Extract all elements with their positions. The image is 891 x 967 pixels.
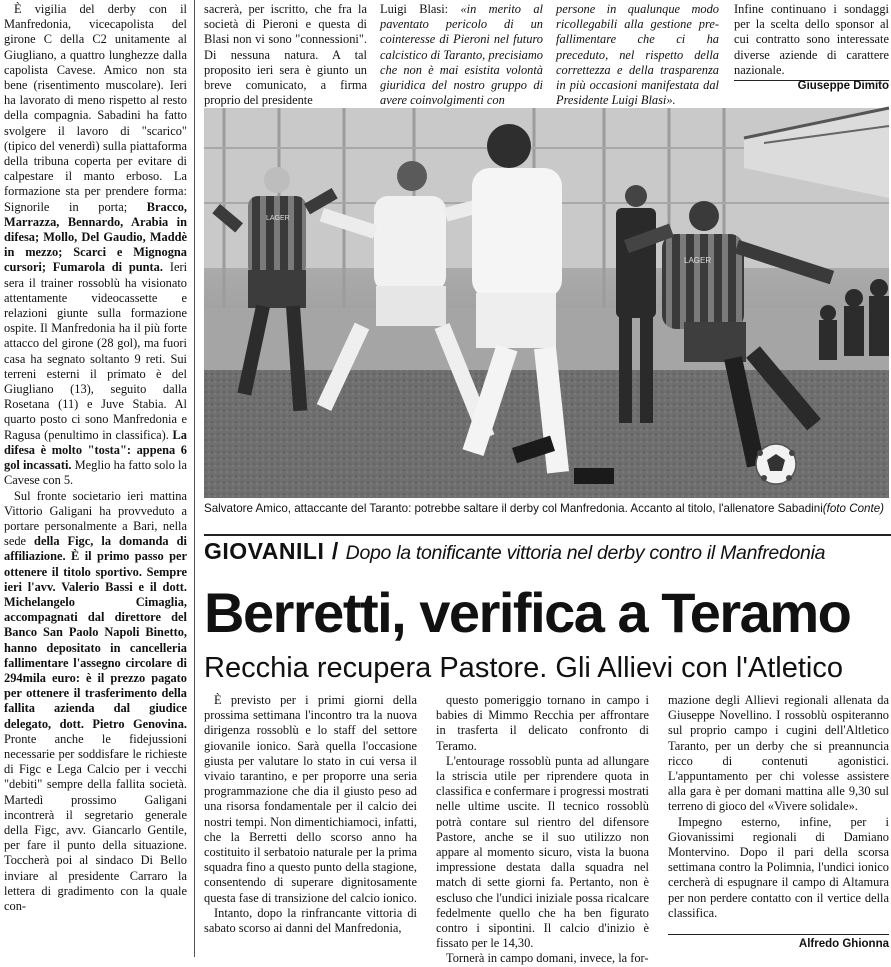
article-paragraph: Intanto, dopo la rinfrancante vittoria di sabato scorso ai danni del Manfredonia, [204,905,417,936]
article-column-1 [204,693,417,955]
photo-caption [204,502,891,522]
text-run: Meglio ha fatto solo la Cavese con 5. [4,458,188,488]
jersey-sponsor-right: LAGER [684,256,712,265]
left-column-divider [194,0,195,957]
quote-run: «in merito al paventato pericolo di un cointeresse di Pieroni nel futuro calcistico di Taranto, precisiamo che non è mai esistita volontà giuridica del nostro gruppo di avere coinvolgimenti con [380,2,543,108]
top-column-4 [734,2,889,78]
spectators [819,279,889,360]
text-run: Ieri sera il trainer rossoblù ha visionato attentamente videocassette e relazioni giunte sulla formazione ospite. Il Manfredonia ha il più forte attacco del girone (28 gol), ma fuori casa ha segnato soltanto 9 reti. Sui terreni esterni il primato è del Giugliano (13), seguito dalla Rosetana (11) e Juve Stabia. Al quarto posto ci sono Manfredonia e Ragusa (penultimo in classifica). [4,260,188,442]
article-paragraph: questo pomeriggio tornano in campo i babies di Mimmo Recchia per affrontare in trasferta il delicato confronto di Teramo. [436,693,649,753]
article-paragraph: È previsto per i primi giorni della prossima settimana l'incontro tra la nuova dirigenza rossoblù e lo staff del settore giovanile ionico. Sarà quella l'occasione giusta per valutare lo stato in cui versa il vivaio tarantino, e per proporre una seria programmazione che dia il giusto peso ad una risorsa fondamentale per il calcio dei nostri tempi. Non dimentichiamoci, infatti, che la Berretti dello scorso anno ha costituito il serbatoio naturale per la prima squadra fino a questo punto della stagione, consentendo di superare dignitosamente questa fase di transizione del calcio ionico. [204,693,417,905]
top-column-3 [556,2,719,108]
bold-run: La difesa è molto "tosta": appena 6 gol incassati. [4,427,187,473]
left-paragraph [4,2,187,489]
top-column-2 [380,2,543,108]
text-run: Infine continuano i sondaggi per la scelta dello sponsor al cui contratto sono interessate diverse aziende di carattere nazionale. [734,2,889,77]
article-byline: Alfredo Ghionna [798,938,889,950]
bold-run: della Figc, la domanda di affiliazione. È il primo passo per ottenere il titolo sportivo. Sempre ieri l'avv. Valerio Bassi e il dott. Michelangelo Cimaglia, accompagnati dal direttore del Banco San Paolo Napoli Binetto, hanno depositato in cancelleria fallimentare l'assegno circolare di 294mila euro: è il prezzo pagato per ottenere il trasferimento della fallita azienda dal giudice delegato, dott. Pietro Genovina. [4,534,187,731]
text-run: Luigi Blasi: [380,2,461,16]
article-paragraph: Tornerà in campo domani, invece, la for- [446,951,649,966]
text-run: È vigilia del derby con il Manfredonia, vicecapolista del girone C della C2 unitamente al Giugliano, a quattro lunghezze dalla capolista Cavese. Amico non sta bene (risentimento muscolare). Ieri ha lavorato di meno rispetto al resto della compagnia. Sabadini ha fatto svolgere il lavoro di "scarico" (tipico del venerdì) sulla piattaforma della tribuna coperta per evitare di calpestare il manto erboso. La formazione sta per prendere forma: Signorile in porta; [4,2,187,214]
text-run: Sul fronte societario ieri mattina Vittorio Galigani ha provveduto a portare personalmente a Bari, nella sede [4,488,187,549]
article-column-2 [436,693,649,966]
text-run: sacrerà, per iscritto, che fra la società di Pieroni e questa di Blasi non vi sono "connessioni". Di nessuna natura. A tal proposito ieri sera è giunto un breve comunicato, a firma proprio del presidente [204,2,367,108]
left-paragraph [4,489,187,915]
article-paragraph: mazione degli Allievi regionali allenata da Giuseppe Novellino. I rossoblù ospiteranno sul proprio campo i cugini dell'Altletico Taranto, per un derby che si preannuncia ricco di contenuti agonistici. L'appuntamento per chi volesse assistere alla gara è per domani mattina alle 9,30 sul terreno di gioco del «Vivere solidale». [668,693,889,814]
photo-credit: (foto Conte) [822,502,884,515]
section-label: GIOVANILI [204,538,325,564]
match-photo-illustration [204,108,889,498]
kicker-top-rule [204,534,891,536]
article-paragraph: L'entourage rossoblù punta ad allungare la striscia utile per riprendere quota in classifica e confermare i progressi mostrati nelle ultime uscite. Il tecnico rossoblù potrà contare sul rientro del difensore Pastore, anche se il suo utilizzo non appare al momento sicuro, vista la buona impressione destata dalla squadra nel match di sette giorni fa. Pertanto, non è escluso che l'undici iniziale possa ricalcare fedelmente quello che ha ben figurato contro i sipontini. Il calcio d'inizio è fissato per le 14,30. [436,753,649,951]
article-kicker [204,538,891,572]
article-subheadline: Recchia recupera Pastore. Gli Allievi con l'Atletico [204,652,843,684]
article-byline-rule [668,934,889,935]
left-column-article [4,2,187,947]
match-photo [204,108,889,498]
kicker-text: Dopo la tonificante vittoria nel derby contro il Manfredonia [345,542,826,564]
top-byline: Giuseppe Dimito [797,80,889,92]
football [756,444,796,484]
text-run: Pronte anche le fidejussioni necessarie per soddisfare le richieste di Figc e Lega Calcio per i vecchi "debiti" sempre della fallita società. Martedì prossimo Galigani incontrerà il segretario generale della Figc, avv. Giancarlo Gentile, per fare il punto della situazione. Toccherà poi al sindaco Di Bello inviare al presidente Carraro la lettera di gradimento con la quale con- [4,731,187,913]
photo-caption-text: Salvatore Amico, attaccante del Taranto: potrebbe saltare il derby col Manfredonia. Accanto al titolo, l'allenatore Sabadini [204,502,823,515]
kicker-separator: / [331,538,339,564]
article-paragraph: Impegno esterno, infine, per i Giovanissimi regionali di Damiano Montervino. Dopo il pari della scorsa settimana contro la Polimnia, l'undici ionico cercherà di espugnare il campo di Altamura per non perdere contatto con il vertice della classifica. [668,814,889,920]
article-column-3 [668,693,889,933]
article-headline: Berretti, verifica a Teramo [204,581,851,644]
quote-run: persone in qualunque modo ricollegabili alla gestione pre-fallimentare che ci ha preceduto, nel rispetto della correttezza e della trasparenza in più occasioni manifestata dal Presidente Luigi Blasi». [556,2,719,108]
jersey-sponsor-left: LAGER [266,215,290,222]
top-column-1 [204,2,367,108]
bold-run: Bracco, Marrazza, Bennardo, Arabia in difesa; Mollo, Del Gaudio, Maddè in mezzo; Scarci e Mignogna cursori; Fumarola di punta. [4,199,187,275]
